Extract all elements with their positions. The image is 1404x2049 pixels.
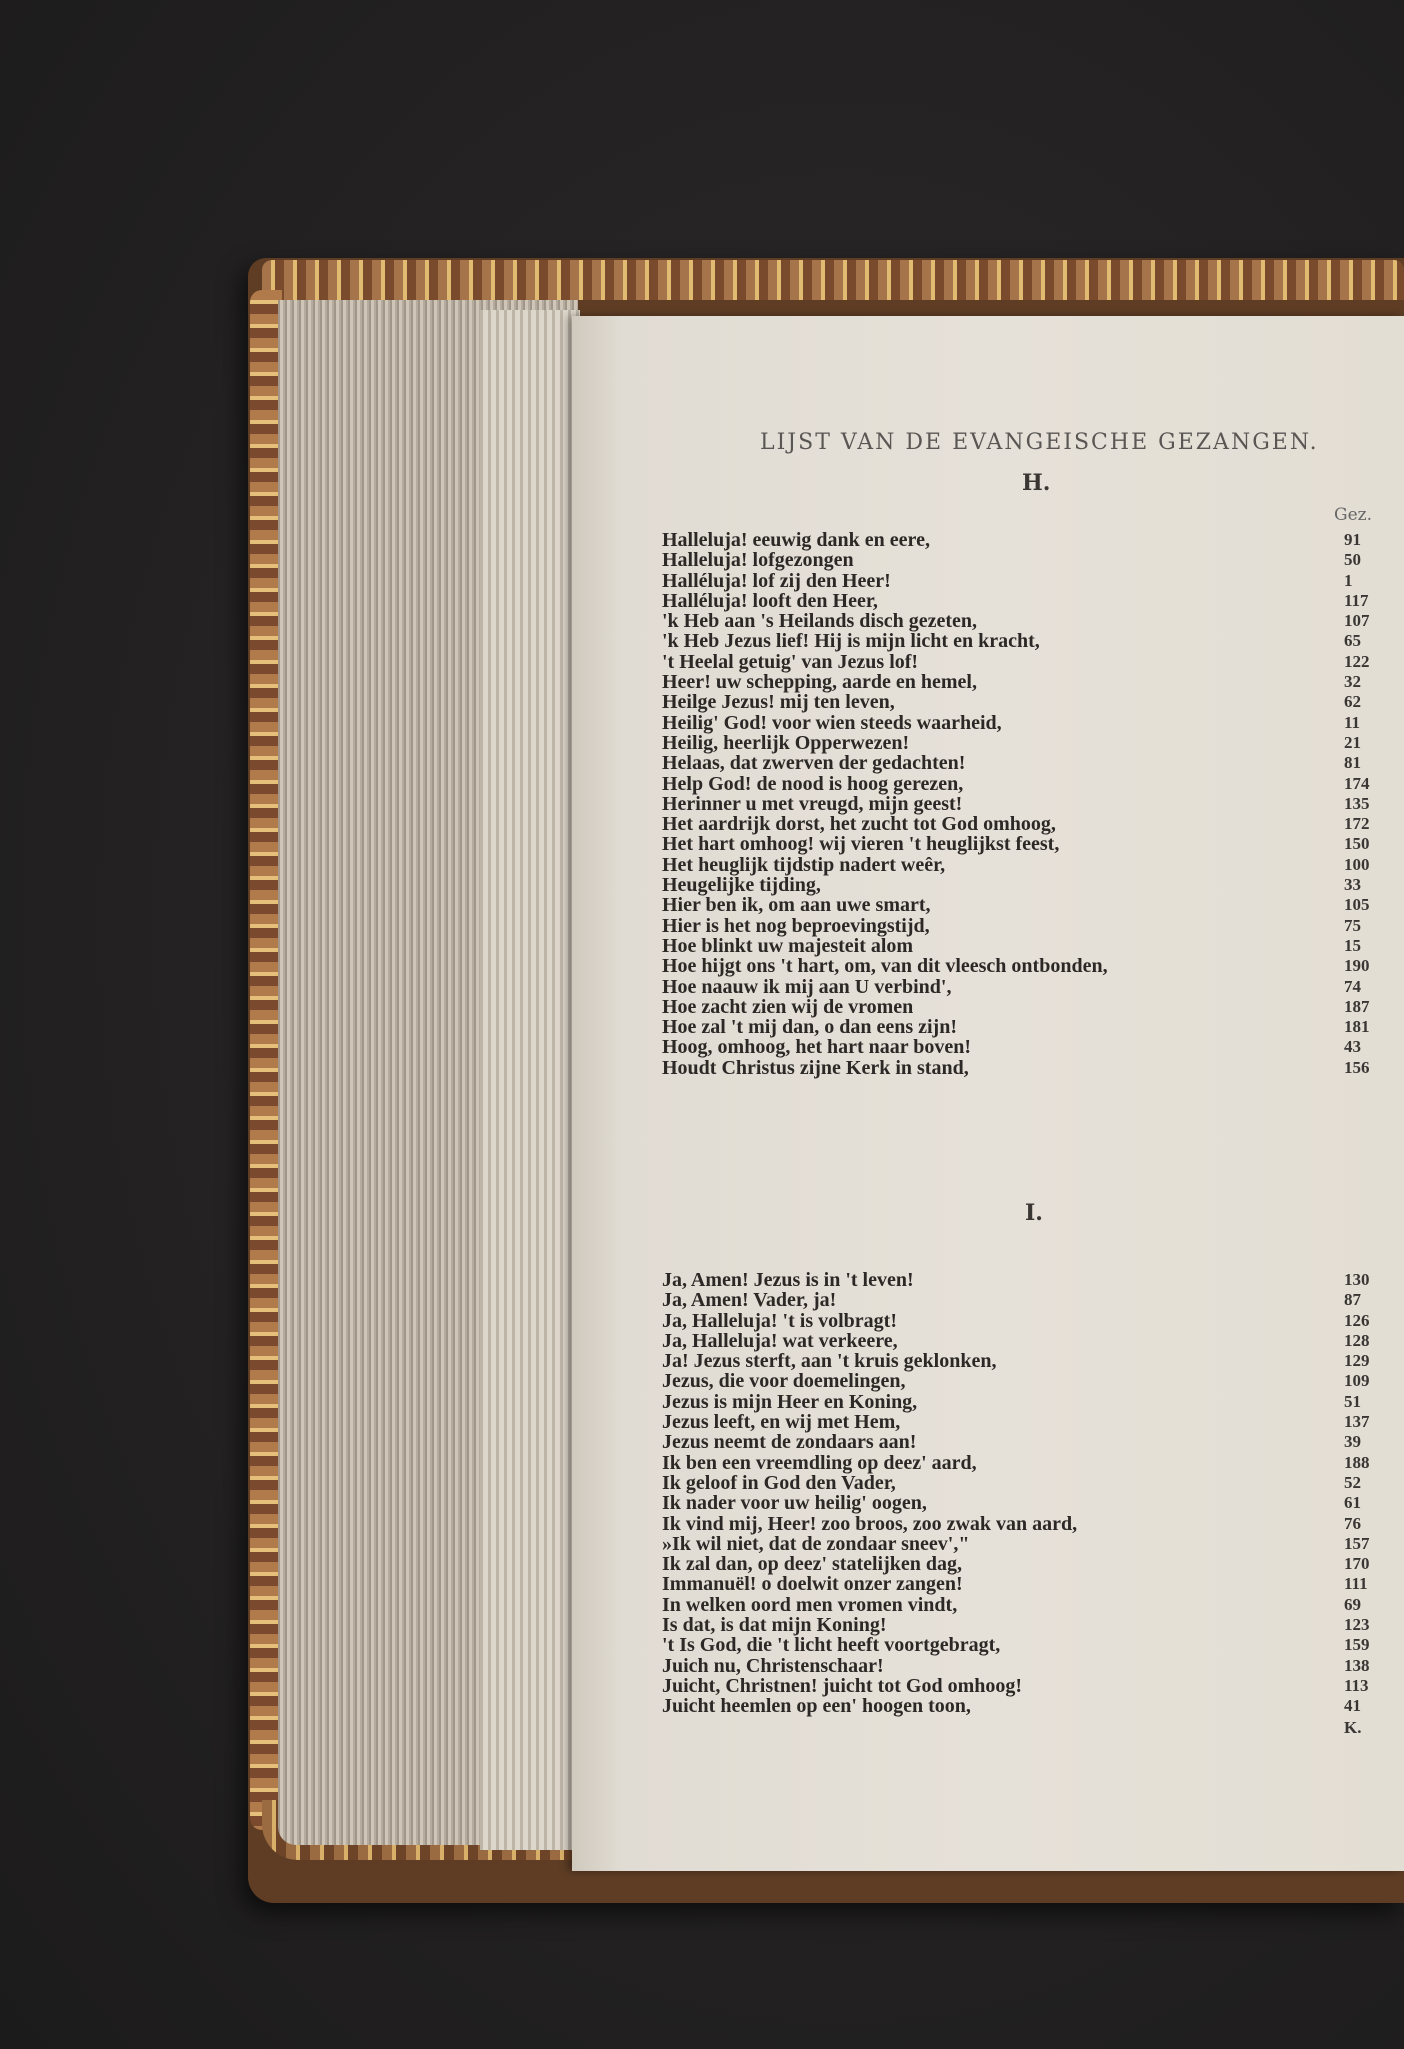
hymn-first-line: Help God! de nood is hoog gerezen, — [662, 772, 964, 795]
hymn-first-line: Ja! Jezus sterft, aan 't kruis geklonken, — [662, 1350, 997, 1373]
hymn-first-line: Ik ben een vreemdling op deez' aard, — [662, 1451, 977, 1474]
list-item — [662, 571, 1402, 591]
hymn-number: 190 — [1344, 956, 1370, 976]
hymn-first-line: Hier is het nog beproevingstijd, — [662, 914, 930, 937]
hymn-number: 11 — [1344, 712, 1361, 732]
list-item — [662, 1656, 1402, 1676]
hymn-number: 126 — [1344, 1310, 1370, 1330]
hymn-first-line: Is dat, is dat mijn Koning! — [662, 1614, 887, 1637]
list-item — [662, 1493, 1402, 1513]
hymn-number: 15 — [1344, 935, 1361, 955]
hymn-number: 122 — [1344, 651, 1370, 671]
hymn-first-line: Hoe zal 't mij dan, o dan eens zijn! — [662, 1016, 957, 1039]
hymn-first-line: Heugelijke tijding, — [662, 874, 821, 897]
hymn-number: 138 — [1344, 1655, 1370, 1675]
hymn-first-line: Houdt Christus zijne Kerk in stand, — [662, 1056, 969, 1079]
hymn-first-line: Halleluja! lofgezongen — [662, 549, 854, 572]
list-item — [662, 977, 1402, 997]
list-item — [662, 550, 1402, 570]
hymn-first-line: Jezus leeft, en wij met Hem, — [662, 1411, 901, 1434]
list-item — [662, 1696, 1402, 1716]
list-item — [662, 631, 1402, 651]
hymn-first-line: 'k Heb aan 's Heilands disch gezeten, — [662, 610, 978, 633]
hymn-number: 61 — [1344, 1493, 1361, 1513]
hymn-number: 123 — [1344, 1615, 1370, 1635]
list-item — [662, 1554, 1402, 1574]
hymn-number: 51 — [1344, 1391, 1361, 1411]
list-item — [662, 1412, 1402, 1432]
list-item — [662, 1615, 1402, 1635]
list-item — [662, 1371, 1402, 1391]
list-item — [662, 834, 1402, 854]
column-header-gez: Gez. — [1334, 505, 1373, 525]
list-item — [662, 936, 1402, 956]
hymn-first-line: Ja, Halleluja! wat verkeere, — [662, 1329, 898, 1352]
hymn-first-line: Ik nader voor uw heilig' oogen, — [662, 1492, 927, 1515]
hymn-first-line: »Ik wil niet, dat de zondaar sneev'," — [662, 1532, 970, 1555]
catchword: K. — [1344, 1718, 1362, 1737]
hymn-number: 32 — [1344, 672, 1361, 692]
hymn-first-line: Juicht, Christnen! juicht tot God omhoog! — [662, 1674, 1023, 1697]
hymn-first-line: Hier ben ik, om aan uwe smart, — [662, 894, 931, 917]
hymn-number: 129 — [1344, 1351, 1370, 1371]
list-item — [662, 916, 1402, 936]
list-item — [662, 1453, 1402, 1473]
hymn-number: 39 — [1344, 1432, 1361, 1452]
list-item — [662, 672, 1402, 692]
hymn-first-line: Heer! uw schepping, aarde en hemel, — [662, 671, 977, 694]
hymn-first-line: 't Is God, die 't licht heeft voortgebragt, — [662, 1634, 1001, 1657]
hymn-first-line: Hoe naauw ik mij aan U verbind', — [662, 975, 952, 998]
section-heading-i: I. — [1025, 1200, 1043, 1226]
hymn-number: 33 — [1344, 875, 1361, 895]
hymn-first-line: Hoe blinkt uw majesteit alom — [662, 934, 914, 957]
hymn-number: 170 — [1344, 1554, 1370, 1574]
hymn-first-line: Juich nu, Christenschaar! — [662, 1654, 884, 1677]
page-stack — [480, 310, 580, 1850]
list-item — [662, 1270, 1402, 1290]
hymn-first-line: Helaas, dat zwerven der gedachten! — [662, 752, 966, 775]
list-item — [662, 1058, 1402, 1078]
hymn-number: 130 — [1344, 1270, 1370, 1289]
hymn-first-line: 'k Heb Jezus lief! Hij is mijn licht en kracht, — [662, 630, 1040, 653]
hymn-first-line: Het heuglijk tijdstip nadert weêr, — [662, 853, 946, 876]
list-item — [662, 611, 1402, 631]
hymn-first-line: 't Heelal getuig' van Jezus lof! — [662, 650, 919, 673]
hymn-first-line: Ik geloof in God den Vader, — [662, 1471, 896, 1494]
hymn-number: 21 — [1344, 732, 1361, 752]
hymn-number: 91 — [1344, 530, 1361, 549]
hymn-number: 74 — [1344, 976, 1361, 996]
hymn-number: 157 — [1344, 1533, 1370, 1553]
list-item — [662, 814, 1402, 834]
hymn-number: 135 — [1344, 793, 1370, 813]
hymn-number: 76 — [1344, 1513, 1361, 1533]
list-item — [662, 895, 1402, 915]
list-item — [662, 692, 1402, 712]
hymn-first-line: Heilge Jezus! mij ten leven, — [662, 691, 895, 714]
hymn-number: 62 — [1344, 692, 1361, 712]
hymn-list-i — [662, 1270, 1402, 1717]
list-item — [662, 1514, 1402, 1534]
hymn-first-line: Hoog, omhoog, het hart naar boven! — [662, 1036, 972, 1059]
hymn-first-line: Juicht heemlen op een' hoogen toon, — [662, 1695, 971, 1718]
hymn-number: 159 — [1344, 1635, 1370, 1655]
hymn-first-line: Jezus is mijn Heer en Koning, — [662, 1390, 918, 1413]
hymn-first-line: Hoe zacht zien wij de vromen — [662, 995, 914, 1018]
list-item — [662, 855, 1402, 875]
hymn-first-line: Halleluja! eeuwig dank en eere, — [662, 529, 930, 551]
hymn-number: 43 — [1344, 1037, 1361, 1057]
list-item — [662, 774, 1402, 794]
hymn-first-line: Jezus neemt de zondaars aan! — [662, 1431, 917, 1454]
list-item — [662, 530, 1402, 550]
list-item — [662, 591, 1402, 611]
hymn-number: 137 — [1344, 1412, 1370, 1432]
hymn-number: 1 — [1344, 570, 1353, 590]
list-item — [662, 875, 1402, 895]
hymn-first-line: Halléluja! looft den Heer, — [662, 589, 878, 612]
hymn-number: 117 — [1344, 590, 1369, 610]
hymn-first-line: Immanuël! o doelwit onzer zangen! — [662, 1573, 963, 1596]
hymn-number: 81 — [1344, 753, 1361, 773]
hymn-number: 87 — [1344, 1290, 1361, 1310]
hymn-first-line: Ik vind mij, Heer! zoo broos, zoo zwak van aard, — [662, 1512, 1078, 1535]
hymn-first-line: Het hart omhoog! wij vieren 't heuglijkst feest, — [662, 833, 1060, 856]
hymn-number: 105 — [1344, 895, 1370, 915]
hymn-number: 172 — [1344, 814, 1370, 834]
hymn-number: 69 — [1344, 1594, 1361, 1614]
page-title: LIJST VAN DE EVANGEISCHE GEZANGEN. — [760, 430, 1319, 455]
hymn-number: 156 — [1344, 1057, 1370, 1077]
hymn-number: 65 — [1344, 631, 1361, 651]
hymn-first-line: Het aardrijk dorst, het zucht tot God omhoog, — [662, 813, 1056, 836]
list-item — [662, 1017, 1402, 1037]
list-item — [662, 1676, 1402, 1696]
hymn-first-line: Hoe hijgt ons 't hart, om, van dit vleesch ontbonden, — [662, 955, 1108, 978]
list-item — [662, 1392, 1402, 1412]
list-item — [662, 1037, 1402, 1057]
hymn-number: 181 — [1344, 1017, 1370, 1037]
hymn-number: 174 — [1344, 773, 1370, 793]
hymn-list-h — [662, 530, 1402, 1078]
hymn-first-line: Jezus, die voor doemelingen, — [662, 1370, 906, 1393]
hymn-number: 41 — [1344, 1696, 1361, 1716]
list-item — [662, 956, 1402, 976]
list-item — [662, 794, 1402, 814]
hymn-number: 100 — [1344, 854, 1370, 874]
hymn-first-line: Heilig' God! voor wien steeds waarheid, — [662, 711, 1002, 734]
list-item — [662, 1331, 1402, 1351]
list-item — [662, 713, 1402, 733]
hymn-number: 109 — [1344, 1371, 1370, 1391]
list-item — [662, 652, 1402, 672]
list-item — [662, 1595, 1402, 1615]
hymn-number: 52 — [1344, 1472, 1361, 1492]
section-heading-h: H. — [1022, 470, 1051, 496]
hymn-number: 188 — [1344, 1452, 1370, 1472]
hymn-first-line: Halléluja! lof zij den Heer! — [662, 569, 891, 592]
hymn-number: 111 — [1344, 1574, 1368, 1594]
list-item — [662, 1534, 1402, 1554]
hymn-number: 128 — [1344, 1330, 1370, 1350]
hymn-first-line: Herinner u met vreugd, mijn geest! — [662, 792, 963, 815]
hymn-number: 187 — [1344, 996, 1370, 1016]
hymn-first-line: Heilig, heerlijk Opperwezen! — [662, 731, 910, 754]
list-item — [662, 1432, 1402, 1452]
hymn-first-line: Ik zal dan, op deez' statelijken dag, — [662, 1553, 963, 1576]
hymn-number: 50 — [1344, 550, 1361, 570]
list-item — [662, 1311, 1402, 1331]
hymn-first-line: Ja, Amen! Vader, ja! — [662, 1289, 837, 1312]
hymn-first-line: Ja, Amen! Jezus is in 't leven! — [662, 1269, 914, 1291]
list-item — [662, 1351, 1402, 1371]
hymn-first-line: In welken oord men vromen vindt, — [662, 1593, 958, 1616]
hymn-first-line: Ja, Halleluja! 't is volbragt! — [662, 1309, 897, 1332]
list-item — [662, 1290, 1402, 1310]
list-item — [662, 753, 1402, 773]
list-item — [662, 1473, 1402, 1493]
hymn-number: 150 — [1344, 834, 1370, 854]
list-item — [662, 997, 1402, 1017]
hymn-number: 75 — [1344, 915, 1361, 935]
hymn-number: 107 — [1344, 611, 1370, 631]
list-item — [662, 733, 1402, 753]
list-item — [662, 1574, 1402, 1594]
book-cover-top-edge — [262, 260, 1404, 300]
hymn-number: 113 — [1344, 1675, 1369, 1695]
list-item — [662, 1635, 1402, 1655]
